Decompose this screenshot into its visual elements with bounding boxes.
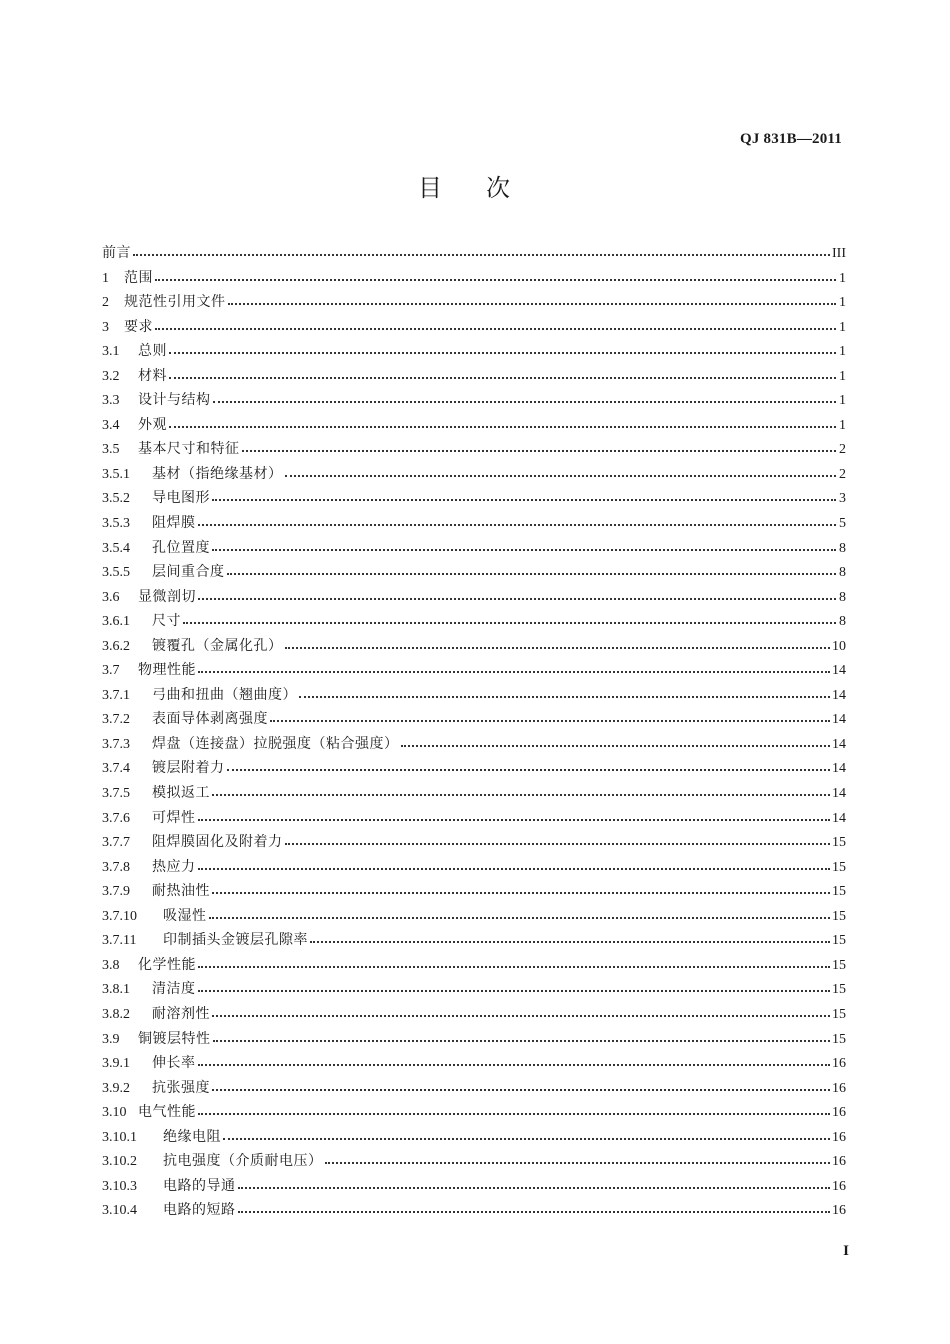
toc-entry-title: 铜镀层特性 — [138, 1030, 211, 1047]
toc-entry[interactable] — [102, 1174, 846, 1199]
dot-leader — [183, 611, 836, 625]
toc-entry-number: 3.9.2 — [102, 1080, 130, 1096]
toc-entry[interactable] — [102, 560, 846, 585]
toc-entry-number: 3.5.1 — [102, 466, 130, 482]
toc-entry[interactable] — [102, 855, 846, 880]
toc-entry-page: 14 — [832, 687, 846, 703]
toc-entry[interactable] — [102, 462, 846, 487]
toc-entry-page: 14 — [832, 810, 846, 826]
toc-entry[interactable] — [102, 1125, 846, 1150]
toc-entry[interactable] — [102, 388, 846, 413]
toc-entry-number: 3.7.9 — [102, 884, 130, 900]
toc-entry-number: 3.7.6 — [102, 810, 130, 826]
toc-entry[interactable] — [102, 1027, 846, 1052]
toc-entry-title: 要求 — [124, 318, 153, 335]
standard-code: QJ 831B—2011 — [740, 131, 842, 147]
dot-leader — [212, 538, 836, 552]
toc-entry-page: 15 — [832, 957, 846, 973]
toc-entry-number: 3.8.1 — [102, 982, 130, 998]
dot-leader — [213, 390, 837, 404]
dot-leader — [270, 709, 830, 723]
toc-entry-number: 3.7.10 — [102, 908, 137, 924]
toc-entry-page: 14 — [832, 736, 846, 752]
toc-entry-page: 16 — [832, 1178, 846, 1194]
dot-leader — [198, 857, 831, 871]
toc-entry-page: 14 — [832, 761, 846, 777]
dot-leader — [238, 1200, 831, 1214]
toc-entry-number: 3.7.11 — [102, 933, 137, 949]
dot-leader — [285, 464, 837, 478]
toc-entry-title: 尺寸 — [152, 613, 181, 630]
toc-entry-number: 3.7.1 — [102, 687, 130, 703]
toc-entry-number: 3.6.1 — [102, 614, 130, 630]
toc-entry-page: 16 — [832, 1080, 846, 1096]
dot-leader — [212, 783, 830, 797]
toc-entry[interactable] — [102, 806, 846, 831]
dot-leader — [212, 1004, 830, 1018]
dot-leader — [310, 930, 830, 944]
toc-entry[interactable] — [102, 437, 846, 462]
toc-entry-title: 层间重合度 — [152, 564, 225, 581]
toc-entry-page: 1 — [839, 417, 846, 433]
toc-entry-page: 1 — [839, 295, 846, 311]
dot-leader — [401, 734, 831, 748]
toc-entry-title: 外观 — [138, 416, 167, 433]
toc-entry[interactable] — [102, 241, 846, 266]
toc-entry-page: 16 — [832, 1129, 846, 1145]
dot-leader — [212, 1078, 830, 1092]
toc-entry-page: 16 — [832, 1203, 846, 1219]
toc-entry-page: 5 — [839, 516, 846, 532]
dot-leader — [198, 1053, 831, 1067]
dot-leader — [198, 513, 837, 527]
toc-entry-page: 8 — [839, 565, 846, 581]
toc-entry-title: 模拟返工 — [152, 785, 210, 802]
toc-entry-page: 2 — [839, 466, 846, 482]
toc-entry-title: 孔位置度 — [152, 539, 210, 556]
toc-entry-title: 化学性能 — [138, 956, 196, 973]
toc-entry-page: 8 — [839, 589, 846, 605]
toc-entry[interactable] — [102, 658, 846, 683]
toc-entry-page: 15 — [832, 859, 846, 875]
toc-entry[interactable] — [102, 732, 846, 757]
toc-entry[interactable] — [102, 1051, 846, 1076]
toc-entry-page: 15 — [832, 1006, 846, 1022]
toc-entry-number: 3.10 — [102, 1105, 127, 1121]
toc-entry-number: 3.10.4 — [102, 1203, 137, 1219]
toc-entry[interactable] — [102, 364, 846, 389]
toc-entry-number: 3.6.2 — [102, 638, 130, 654]
toc-entry-page: 16 — [832, 1154, 846, 1170]
toc-entry-title: 设计与结构 — [138, 392, 211, 409]
toc-entry-title: 阻焊膜固化及附着力 — [152, 834, 283, 851]
toc-entry-page: 3 — [839, 491, 846, 507]
dot-leader — [198, 587, 836, 601]
toc-entry[interactable] — [102, 634, 846, 659]
dot-leader — [169, 341, 836, 355]
toc-entry[interactable] — [102, 830, 846, 855]
toc-entry-number: 3.5 — [102, 442, 120, 458]
toc-entry[interactable] — [102, 511, 846, 536]
toc-entry-number: 3.1 — [102, 344, 120, 360]
toc-entry-number: 3.3 — [102, 393, 120, 409]
toc-entry-title: 清洁度 — [152, 981, 196, 998]
toc-entry-title: 弓曲和扭曲（翘曲度） — [152, 686, 297, 703]
dot-leader — [209, 906, 831, 920]
toc-entry-title: 耐热油性 — [152, 883, 210, 900]
toc-entry-title: 前言 — [102, 245, 131, 261]
dot-leader — [238, 1176, 831, 1190]
toc-entry[interactable] — [102, 413, 846, 438]
toc-entry[interactable] — [102, 879, 846, 904]
toc-entry-number: 3.5.3 — [102, 516, 130, 532]
toc-entry-title: 总则 — [138, 343, 167, 360]
toc-entry-title: 物理性能 — [138, 662, 196, 679]
dot-leader — [227, 562, 837, 576]
toc-entry-title: 绝缘电阻 — [163, 1128, 221, 1145]
toc-entry-page: 15 — [832, 908, 846, 924]
toc-entry[interactable] — [102, 609, 846, 634]
toc-entry-number: 3.10.2 — [102, 1154, 137, 1170]
toc-entry-title: 基本尺寸和特征 — [138, 441, 240, 458]
dot-leader — [198, 955, 830, 969]
toc-entry-title: 抗张强度 — [152, 1079, 210, 1096]
toc-entry-number: 3.8.2 — [102, 1006, 130, 1022]
table-of-contents — [102, 241, 846, 1223]
dot-leader — [299, 685, 830, 699]
toc-entry-page: 8 — [839, 614, 846, 630]
toc-entry-number: 3.5.5 — [102, 565, 130, 581]
toc-entry[interactable] — [102, 707, 846, 732]
toc-entry-page: 1 — [839, 393, 846, 409]
toc-entry[interactable] — [102, 1100, 846, 1125]
dot-leader — [169, 415, 836, 429]
toc-entry[interactable] — [102, 315, 846, 340]
toc-entry-page: 8 — [839, 540, 846, 556]
toc-entry[interactable] — [102, 1198, 846, 1223]
toc-entry-title: 焊盘（连接盘）拉脱强度（粘合强度） — [152, 735, 399, 752]
toc-entry-number: 3.9 — [102, 1031, 120, 1047]
toc-entry-title: 基材（指绝缘基材） — [152, 465, 283, 482]
toc-entry-title: 规范性引用文件 — [124, 294, 226, 311]
toc-entry-title: 材料 — [138, 367, 167, 384]
toc-entry-page: 2 — [839, 442, 846, 458]
toc-entry-title: 导电图形 — [152, 490, 210, 507]
toc-entry-page: 16 — [832, 1105, 846, 1121]
toc-entry-page: 10 — [832, 638, 846, 654]
toc-entry-page: 1 — [839, 270, 846, 286]
toc-entry-page: 14 — [832, 712, 846, 728]
toc-entry-number: 3.9.1 — [102, 1056, 130, 1072]
dot-leader — [228, 292, 837, 306]
toc-entry-number: 3.8 — [102, 957, 120, 973]
dot-leader — [133, 243, 830, 257]
toc-entry[interactable] — [102, 486, 846, 511]
toc-entry-number: 3.7.4 — [102, 761, 130, 777]
dot-leader — [213, 1029, 831, 1043]
toc-entry-number: 3.4 — [102, 417, 120, 433]
dot-leader — [227, 758, 831, 772]
dot-leader — [212, 881, 830, 895]
toc-entry-page: 15 — [832, 884, 846, 900]
dot-leader — [242, 439, 837, 453]
toc-entry-number: 3.7.8 — [102, 859, 130, 875]
toc-entry-title: 范围 — [124, 269, 153, 286]
toc-entry-page: III — [832, 246, 846, 261]
dot-leader — [198, 979, 831, 993]
toc-entry[interactable] — [102, 1076, 846, 1101]
toc-entry-title: 显微剖切 — [138, 588, 196, 605]
dot-leader — [155, 268, 836, 282]
toc-entry-title: 可焊性 — [152, 809, 196, 826]
dot-leader — [198, 808, 831, 822]
toc-entry-title: 镀覆孔（金属化孔） — [152, 637, 283, 654]
toc-entry-number: 3.7 — [102, 663, 120, 679]
toc-entry-title: 印制插头金镀层孔隙率 — [163, 932, 308, 949]
toc-entry-number: 3.5.2 — [102, 491, 130, 507]
toc-entry-title: 电路的导通 — [163, 1177, 236, 1194]
toc-entry-page: 15 — [832, 1031, 846, 1047]
toc-entry[interactable] — [102, 781, 846, 806]
toc-entry-page: 16 — [832, 1056, 846, 1072]
dot-leader — [198, 660, 830, 674]
toc-entry[interactable] — [102, 1002, 846, 1027]
toc-entry[interactable] — [102, 904, 846, 929]
dot-leader — [325, 1151, 831, 1165]
toc-entry-title: 电气性能 — [138, 1104, 196, 1121]
toc-entry[interactable] — [102, 339, 846, 364]
dot-leader — [169, 366, 836, 380]
toc-entry-title: 阻焊膜 — [152, 515, 196, 532]
toc-entry-page: 14 — [832, 786, 846, 802]
toc-entry-number: 3.5.4 — [102, 540, 130, 556]
toc-entry[interactable] — [102, 290, 846, 315]
toc-entry-number: 3.7.5 — [102, 786, 130, 802]
page-title: 目次 — [418, 174, 554, 202]
toc-entry[interactable] — [102, 1149, 846, 1174]
toc-entry-page: 1 — [839, 344, 846, 360]
dot-leader — [155, 317, 836, 331]
toc-entry-number: 1 — [102, 270, 109, 286]
dot-leader — [223, 1127, 830, 1141]
toc-entry-page: 15 — [832, 982, 846, 998]
dot-leader — [198, 1102, 830, 1116]
toc-entry-title: 抗电强度（介质耐电压） — [163, 1153, 323, 1170]
toc-entry-number: 3.2 — [102, 368, 120, 384]
toc-entry[interactable] — [102, 953, 846, 978]
toc-entry-number: 3.6 — [102, 589, 120, 605]
toc-entry-title: 伸长率 — [152, 1055, 196, 1072]
toc-entry-number: 3 — [102, 319, 109, 335]
toc-entry-title: 热应力 — [152, 858, 196, 875]
toc-entry-page: 14 — [832, 663, 846, 679]
toc-entry-number: 3.7.7 — [102, 835, 130, 851]
toc-entry-number: 2 — [102, 295, 109, 311]
toc-entry-number: 3.7.2 — [102, 712, 130, 728]
toc-entry-page: 15 — [832, 933, 846, 949]
toc-entry[interactable] — [102, 683, 846, 708]
toc-entry[interactable] — [102, 977, 846, 1002]
toc-entry-title: 耐溶剂性 — [152, 1005, 210, 1022]
toc-entry[interactable] — [102, 928, 846, 953]
toc-entry[interactable] — [102, 585, 846, 610]
toc-entry-page: 1 — [839, 368, 846, 384]
toc-entry-page: 15 — [832, 835, 846, 851]
toc-entry-page: 1 — [839, 319, 846, 335]
dot-leader — [285, 636, 831, 650]
dot-leader — [285, 832, 831, 846]
toc-entry-title: 表面导体剥离强度 — [152, 711, 268, 728]
toc-entry[interactable] — [102, 266, 846, 291]
toc-entry-title: 电路的短路 — [163, 1202, 236, 1219]
dot-leader — [212, 488, 836, 502]
toc-entry-title: 吸湿性 — [163, 907, 207, 924]
toc-entry-title: 镀层附着力 — [152, 760, 225, 777]
toc-entry-number: 3.10.3 — [102, 1178, 137, 1194]
toc-entry[interactable] — [102, 756, 846, 781]
toc-entry-number: 3.7.3 — [102, 736, 130, 752]
page-number: I — [843, 1243, 849, 1259]
toc-entry[interactable] — [102, 536, 846, 561]
toc-entry-number: 3.10.1 — [102, 1129, 137, 1145]
